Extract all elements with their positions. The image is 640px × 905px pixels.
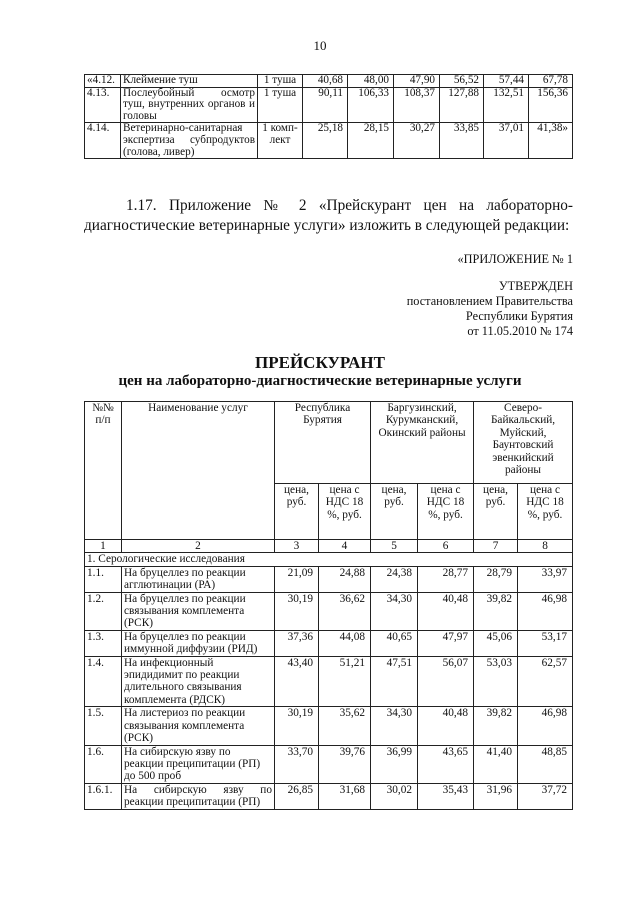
approved-label: УТВЕРЖДЕН bbox=[498, 279, 573, 293]
approved-date-line: от 11.05.2010 № 174 bbox=[467, 324, 573, 338]
column-number-row bbox=[85, 540, 573, 553]
price-value: 67,78 bbox=[529, 75, 573, 88]
price-value: 47,51 bbox=[371, 656, 418, 707]
price-value: 132,51 bbox=[484, 87, 529, 123]
price-value: 47,97 bbox=[418, 630, 474, 656]
row-number: 1.5. bbox=[85, 707, 122, 745]
price-value: 30,19 bbox=[275, 707, 319, 745]
document-subtitle: цен на лабораторно-диагностические ветеринарные услуги bbox=[118, 373, 522, 389]
price-value: 47,90 bbox=[394, 75, 440, 88]
section-row bbox=[85, 553, 573, 566]
row-number: «4.12. bbox=[85, 75, 121, 88]
header-region: Баргузинский, Курумканский, Окинский районы bbox=[371, 402, 474, 484]
price-value: 31,96 bbox=[474, 783, 518, 809]
price-value: 53,17 bbox=[518, 630, 573, 656]
section-heading: 1. Серологические исследования bbox=[85, 553, 573, 566]
price-value: 33,85 bbox=[440, 123, 484, 159]
price-value: 28,77 bbox=[418, 566, 474, 592]
price-value: 43,40 bbox=[275, 656, 319, 707]
price-value: 43,65 bbox=[418, 745, 474, 783]
price-value: 26,85 bbox=[275, 783, 319, 809]
price-value: 56,07 bbox=[418, 656, 474, 707]
price-value: 25,18 bbox=[303, 123, 348, 159]
row-number: 1.6.1. bbox=[85, 783, 122, 809]
header-region: Северо-Байкальский, Муйский, Баунтовский эвенкийский районы bbox=[474, 402, 573, 484]
price-value: 44,08 bbox=[319, 630, 371, 656]
table-row bbox=[85, 707, 573, 745]
table-header-row bbox=[85, 402, 573, 484]
header-price-vat: цена с НДС 18 %, руб. bbox=[418, 484, 474, 540]
price-value: 40,48 bbox=[418, 707, 474, 745]
price-value: 39,82 bbox=[474, 707, 518, 745]
price-value: 37,01 bbox=[484, 123, 529, 159]
service-name: На инфекционный эпидидимит по реакции длительного связывания комплемента (РДСК) bbox=[122, 656, 275, 707]
price-value: 156,36 bbox=[529, 87, 573, 123]
price-value: 39,82 bbox=[474, 592, 518, 630]
price-value: 46,98 bbox=[518, 592, 573, 630]
price-value: 24,38 bbox=[371, 566, 418, 592]
price-value: 39,76 bbox=[319, 745, 371, 783]
price-value: 56,52 bbox=[440, 75, 484, 88]
table-row bbox=[85, 566, 573, 592]
price-value: 35,43 bbox=[418, 783, 474, 809]
row-number: 1.2. bbox=[85, 592, 122, 630]
table-row bbox=[85, 75, 573, 88]
table-row bbox=[85, 630, 573, 656]
price-value: 36,99 bbox=[371, 745, 418, 783]
price-value: 30,19 bbox=[275, 592, 319, 630]
table-row bbox=[85, 123, 573, 159]
price-value: 35,62 bbox=[319, 707, 371, 745]
price-value: 48,85 bbox=[518, 745, 573, 783]
price-value: 30,02 bbox=[371, 783, 418, 809]
column-number: 5 bbox=[371, 540, 418, 553]
unit: 1 туша bbox=[258, 75, 303, 88]
row-number: 1.1. bbox=[85, 566, 122, 592]
column-number: 1 bbox=[85, 540, 122, 553]
header-region: Республика Бурятия bbox=[275, 402, 371, 484]
price-value: 45,06 bbox=[474, 630, 518, 656]
price-value: 108,37 bbox=[394, 87, 440, 123]
header-price: цена, руб. bbox=[275, 484, 319, 540]
approved-by-line: Республики Бурятия bbox=[465, 309, 573, 323]
price-value: 28,79 bbox=[474, 566, 518, 592]
service-name: На листериоз по реакции связывания комплемента (РСК) bbox=[122, 707, 275, 745]
approved-by-line: постановлением Правительства bbox=[406, 294, 573, 308]
document-title: ПРЕЙСКУРАНТ bbox=[255, 353, 385, 372]
previous-price-table bbox=[84, 74, 573, 159]
price-list-table bbox=[84, 401, 573, 810]
price-value: 127,88 bbox=[440, 87, 484, 123]
header-price-vat: цена с НДС 18 %, руб. bbox=[518, 484, 573, 540]
page-number: 10 bbox=[313, 38, 327, 53]
price-value: 48,00 bbox=[348, 75, 394, 88]
column-number: 4 bbox=[319, 540, 371, 553]
price-value: 37,72 bbox=[518, 783, 573, 809]
column-number: 7 bbox=[474, 540, 518, 553]
table-row bbox=[85, 783, 573, 809]
row-number: 4.14. bbox=[85, 123, 121, 159]
service-name: Послеубойный осмотр туш, внутренних органов и головы bbox=[121, 87, 258, 123]
service-name: На сибирскую язву по реакции преципитации (РП) до 500 проб bbox=[122, 745, 275, 783]
row-number: 1.6. bbox=[85, 745, 122, 783]
price-value: 51,21 bbox=[319, 656, 371, 707]
price-value: 21,09 bbox=[275, 566, 319, 592]
price-value: 37,36 bbox=[275, 630, 319, 656]
price-value: 40,65 bbox=[371, 630, 418, 656]
price-value: 40,68 bbox=[303, 75, 348, 88]
price-value: 62,57 bbox=[518, 656, 573, 707]
service-name: Ветеринарно-санитарная экспертиза субпродуктов (голова, ливер) bbox=[121, 123, 258, 159]
price-value: 90,11 bbox=[303, 87, 348, 123]
column-number: 3 bbox=[275, 540, 319, 553]
amendment-paragraph bbox=[84, 196, 573, 236]
price-value: 41,40 bbox=[474, 745, 518, 783]
column-number: 6 bbox=[418, 540, 474, 553]
amendment-text: 1.17. Приложение № 2 «Прейскурант цен на лабораторно-диагностические ветеринарные услуги» изложить в следующей редакции: bbox=[84, 197, 573, 234]
price-value: 30,27 bbox=[394, 123, 440, 159]
price-value: 57,44 bbox=[484, 75, 529, 88]
service-name: На сибирскую язву по реакции преципитации (РП) bbox=[122, 783, 275, 809]
service-name: На бруцеллез по реакции связывания комплемента (РСК) bbox=[122, 592, 275, 630]
row-number: 4.13. bbox=[85, 87, 121, 123]
price-value: 106,33 bbox=[348, 87, 394, 123]
price-value: 24,88 bbox=[319, 566, 371, 592]
table-row bbox=[85, 745, 573, 783]
header-service-name: Наименование услуг bbox=[122, 402, 275, 540]
price-value: 34,30 bbox=[371, 707, 418, 745]
price-value: 31,68 bbox=[319, 783, 371, 809]
price-value: 40,48 bbox=[418, 592, 474, 630]
price-value: 46,98 bbox=[518, 707, 573, 745]
table-row bbox=[85, 592, 573, 630]
price-value: 36,62 bbox=[319, 592, 371, 630]
price-value: 34,30 bbox=[371, 592, 418, 630]
price-value: 41,38» bbox=[529, 123, 573, 159]
table-row bbox=[85, 656, 573, 707]
appendix-label: «ПРИЛОЖЕНИЕ № 1 bbox=[457, 252, 573, 266]
table-row bbox=[85, 87, 573, 123]
price-value: 53,03 bbox=[474, 656, 518, 707]
price-value: 28,15 bbox=[348, 123, 394, 159]
row-number: 1.4. bbox=[85, 656, 122, 707]
header-price-vat: цена с НДС 18 %, руб. bbox=[319, 484, 371, 540]
header-price: цена, руб. bbox=[371, 484, 418, 540]
column-number: 2 bbox=[122, 540, 275, 553]
unit: 1 туша bbox=[258, 87, 303, 123]
row-number: 1.3. bbox=[85, 630, 122, 656]
service-name: На бруцеллез по реакции иммунной диффузии (РИД) bbox=[122, 630, 275, 656]
column-number: 8 bbox=[518, 540, 573, 553]
header-price: цена, руб. bbox=[474, 484, 518, 540]
price-value: 33,97 bbox=[518, 566, 573, 592]
price-value: 33,70 bbox=[275, 745, 319, 783]
service-name: На бруцеллез по реакции агглютинации (РА) bbox=[122, 566, 275, 592]
header-number: №№ п/п bbox=[85, 402, 122, 540]
service-name: Клеймение туш bbox=[121, 75, 258, 88]
unit: 1 комп-лект bbox=[258, 123, 303, 159]
